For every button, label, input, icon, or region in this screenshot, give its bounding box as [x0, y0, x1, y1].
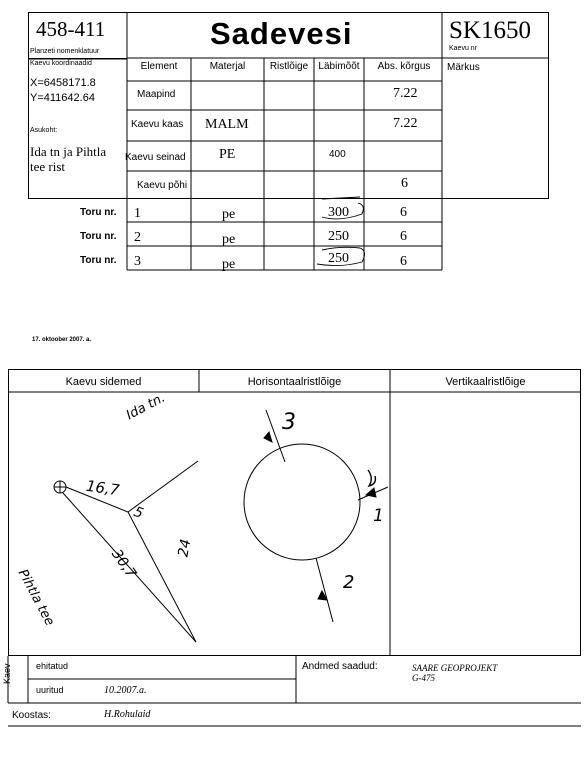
- pipe-3-height: 6: [400, 254, 407, 269]
- pipe-2-diameter: 250: [328, 229, 349, 244]
- sketch-header-horizontal: Horisontaalristlõige: [247, 376, 342, 388]
- street-ida: Ida tn.: [124, 390, 168, 424]
- distance-24: 24: [175, 537, 195, 559]
- row-material-seinad: PE: [219, 147, 236, 162]
- pipe-2-height: 6: [400, 229, 407, 244]
- date-note: 17. oktoober 2007. a.: [32, 337, 92, 343]
- sketch-header-connections: Kaevu sidemed: [65, 376, 142, 388]
- pipe-1-label: Toru nr.: [80, 207, 117, 218]
- sheet-code: 458-411: [36, 17, 106, 41]
- row-height-pohi: 6: [401, 176, 408, 191]
- row-height-maapind: 7.22: [393, 86, 418, 101]
- col-abs-height: Abs. kõrgus: [377, 61, 431, 72]
- pipe-3-material: pe: [222, 257, 236, 272]
- remarks-label: Märkus: [447, 62, 480, 73]
- row-element-seinad: Kaevu seinad: [125, 152, 186, 163]
- pipe-2-label: Toru nr.: [80, 231, 117, 242]
- well-id-label: Kaevu nr: [449, 45, 478, 52]
- page-title: Sadevesi: [210, 16, 353, 51]
- source-label: Andmed saadud:: [302, 661, 378, 672]
- author-value: H.Rohulaid: [104, 709, 151, 720]
- distance-16-7: 16,7: [84, 476, 121, 500]
- pipe-label-3: 3: [282, 410, 296, 435]
- pipe-3-label: Toru nr.: [80, 255, 117, 266]
- col-diameter: Läbimõõt: [318, 61, 360, 72]
- row-element-maapind: Maapind: [137, 89, 176, 100]
- location-line2: tee rist: [30, 159, 66, 174]
- col-material: Materjal: [209, 61, 246, 72]
- pipe-1-material: pe: [222, 207, 236, 222]
- distance-30-7: 30,7: [108, 546, 140, 582]
- row-element-pohi: Kaevu põhi: [137, 180, 188, 191]
- location-line1: Ida tn ja Pihtla: [30, 144, 107, 159]
- built-label: ehitatud: [36, 661, 69, 671]
- pipe-2-nr: 2: [134, 230, 141, 245]
- pipe-label-1: 1: [373, 506, 384, 526]
- pipe-2-material: pe: [222, 232, 236, 247]
- pipe-1-diameter: 300: [328, 205, 349, 220]
- distance-5: 5: [131, 503, 146, 523]
- row-height-kaas: 7.22: [393, 116, 418, 131]
- surveyed-value: 10.2007.a.: [104, 685, 147, 696]
- pipe-label-2: 2: [343, 572, 355, 593]
- location-label: Asukoht:: [30, 127, 58, 134]
- sketch-header-vertical: Vertikaalristlõige: [445, 376, 526, 388]
- pipe-1-nr: 1: [134, 206, 141, 221]
- coordinates-label: Kaevu koordinaadid: [30, 60, 92, 67]
- pipe-1-height: 6: [400, 205, 407, 220]
- sheet-code-label: Planzeti nomenklatuur: [30, 48, 100, 55]
- col-element: Element: [140, 61, 178, 72]
- pipe-3-nr: 3: [134, 254, 141, 269]
- col-cross-section: Ristlõige: [269, 61, 309, 72]
- source-value-1: SAARE GEOPROJEKT: [412, 663, 498, 673]
- coordinate-y: Y=411642.64: [30, 92, 95, 104]
- pipe-3-diameter: 250: [328, 251, 349, 266]
- author-label: Koostas:: [12, 710, 51, 721]
- source-value-2: G-475: [412, 673, 435, 683]
- surveyed-label: uuritud: [36, 685, 64, 695]
- kaev-label: Kaev: [2, 663, 12, 684]
- row-element-kaas: Kaevu kaas: [131, 119, 184, 130]
- well-id: SK1650: [449, 17, 531, 44]
- coordinate-x: X=6458171.8: [30, 77, 96, 89]
- row-material-kaas: MALM: [205, 117, 249, 132]
- row-diameter-seinad: 400: [329, 149, 346, 160]
- street-pihtla: Pihtla tee: [14, 567, 57, 629]
